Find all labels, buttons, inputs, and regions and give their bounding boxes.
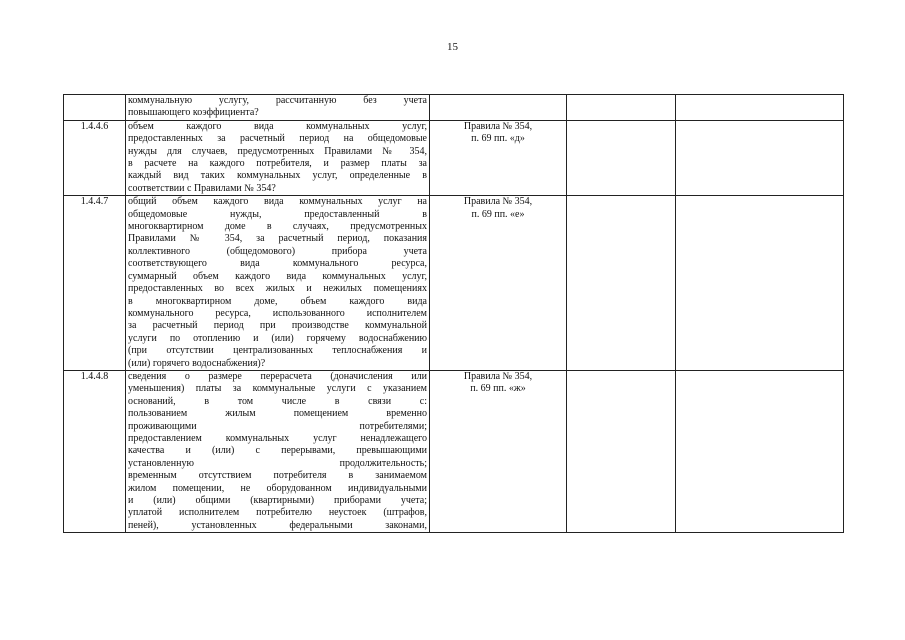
note-cell: [676, 95, 844, 121]
question-line: многоквартирном доме в случаях, предусмотренных: [128, 221, 427, 233]
table-row: [64, 95, 844, 121]
answer-cell: [567, 370, 676, 532]
table-row: [64, 120, 844, 195]
note-cell: [676, 370, 844, 532]
note-cell: [676, 120, 844, 195]
question-line: жилом помещении, не оборудованном индивидуальными: [128, 482, 427, 494]
checklist-body: [64, 95, 844, 533]
question-line: соответствующего вида коммунального ресурса,: [128, 258, 427, 270]
question-line: суммарный объем каждого вида коммунальных услуг,: [128, 270, 427, 282]
row-number: 1.4.4.6: [80, 120, 109, 132]
question-line: установленную продолжительность;: [128, 457, 427, 469]
question-line: пеней), установленных федеральными законами,: [128, 519, 427, 531]
note-cell: [676, 196, 844, 371]
legal-reference-rule: Правила № 354,: [463, 196, 533, 208]
row-number-cell: [64, 120, 126, 195]
row-number-cell: [64, 196, 126, 371]
legal-reference-cell: [430, 95, 567, 121]
checklist-table: [63, 94, 844, 533]
question-line: оснований, в том числе в связи с:: [128, 395, 427, 407]
question-line: каждый вид таких коммунальных услуг, определенные в: [128, 170, 427, 182]
question-line: в расчете на каждого потребителя, и размер платы за: [128, 158, 427, 170]
legal-reference-rule: Правила № 354,: [463, 370, 533, 382]
question-line: повышающего коэффициента?: [128, 107, 259, 119]
table-row: [64, 370, 844, 532]
question-line: нужды для случаев, предусмотренных Правилами № 354,: [128, 145, 427, 157]
question-line: за расчетный период при производстве коммунальной: [128, 320, 427, 332]
answer-cell: [567, 95, 676, 121]
question-line: Правилами № 354, за расчетный период, показания: [128, 233, 427, 245]
legal-reference-cell: [430, 370, 567, 532]
row-number: 1.4.4.8: [80, 370, 109, 382]
answer-cell: [567, 120, 676, 195]
question-line: и (или) общими (квартирными) приборами учета;: [128, 495, 427, 506]
question-line: услуги по отоплению и (или) горячему водоснабжению: [128, 332, 427, 344]
question-line: (или) горячего водоснабжения)?: [128, 357, 266, 369]
question-cell: [126, 120, 430, 195]
question-line: коммунального ресурса, использованного исполнителем: [128, 307, 427, 319]
page-number: 15: [447, 41, 458, 53]
question-line: уплатой исполнителем потребителю неустоек (штрафов,: [128, 507, 427, 519]
question-line: объем каждого вида коммунальных услуг,: [128, 120, 427, 132]
legal-reference-clause: п. 69 пп. «е»: [471, 208, 525, 220]
legal-reference-clause: п. 69 пп. «ж»: [470, 383, 526, 395]
legal-reference-rule: Правила № 354,: [463, 120, 533, 132]
question-line: общедомовые нужды, предоставленный в: [128, 208, 427, 220]
question-line: в многоквартирном доме, объем каждого вида: [128, 295, 427, 307]
question-line: уменьшения) платы за коммунальные услуги с указанием: [128, 383, 427, 395]
legal-reference-cell: [430, 120, 567, 195]
question-line: пользованием жилым помещением временно: [128, 408, 427, 420]
question-line: коммунальную услугу, рассчитанную без учета: [128, 95, 427, 106]
question-line: коллективного (общедомового) прибора учета: [128, 245, 427, 257]
row-number-cell: [64, 95, 126, 121]
row-number-cell: [64, 370, 126, 532]
question-cell: [126, 370, 430, 532]
question-line: сведения о размере перерасчета (доначисления или: [128, 370, 427, 382]
question-cell: [126, 196, 430, 371]
answer-cell: [567, 196, 676, 371]
question-line: проживающими потребителями;: [128, 420, 427, 432]
table-row: [64, 196, 844, 371]
question-line: соответствии с Правилами № 354?: [128, 182, 276, 194]
question-cell: [126, 95, 430, 121]
legal-reference-cell: [430, 196, 567, 371]
row-number: 1.4.4.7: [80, 196, 109, 208]
question-line: временным отсутствием потребителя в занимаемом: [128, 470, 427, 482]
legal-reference-clause: п. 69 пп. «д»: [471, 133, 525, 145]
question-line: качества и (или) с перерывами, превышающими: [128, 445, 427, 457]
question-line: предоставлением коммунальных услуг ненадлежащего: [128, 432, 427, 444]
question-line: предоставленных за расчетный период на общедомовые: [128, 133, 427, 145]
question-line: общий объем каждого вида коммунальных услуг на: [128, 196, 427, 208]
question-line: (при отсутствии централизованных теплоснабжения и: [128, 345, 427, 357]
question-line: предоставленных во всех жилых и нежилых помещениях: [128, 283, 427, 295]
